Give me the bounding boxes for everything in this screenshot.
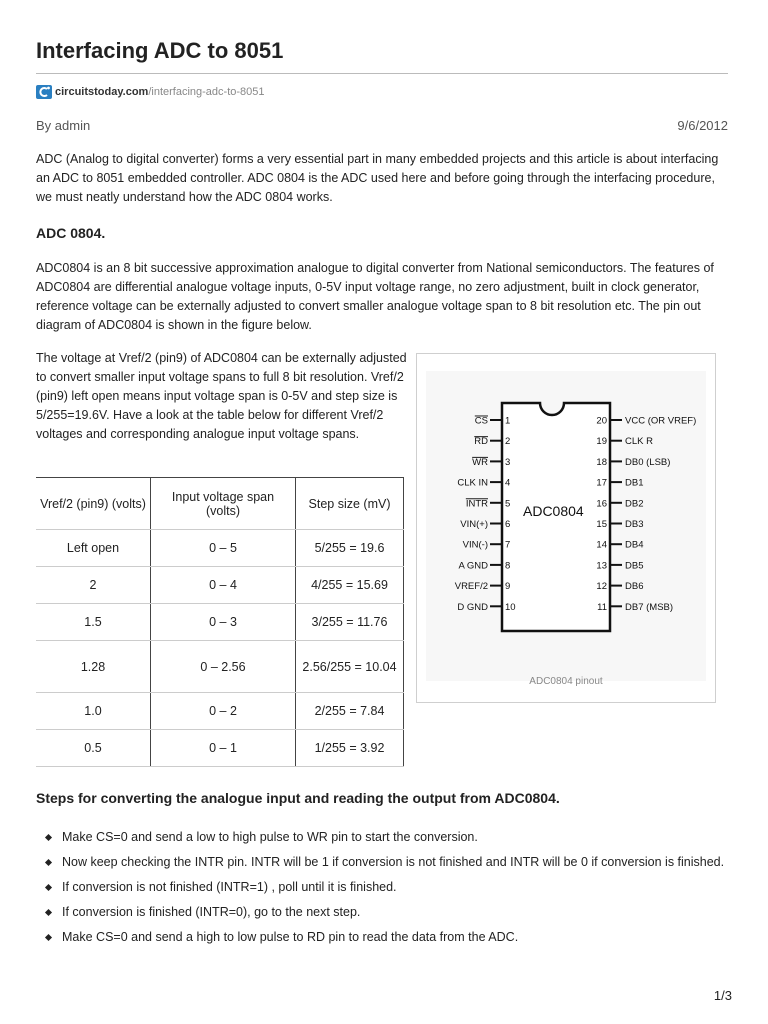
step-text: If conversion is finished (INTR=0), go to the next step. [62, 905, 361, 919]
pinout-image [426, 371, 706, 681]
table-header-row [36, 478, 404, 530]
author-byline: By admin [36, 118, 91, 133]
pin-number: 1 [505, 415, 511, 427]
page-title: Interfacing ADC to 8051 [36, 38, 284, 63]
table-row [36, 567, 404, 604]
right-pin-group [596, 416, 696, 613]
table-row [36, 730, 404, 767]
diamond-bullet-icon [45, 884, 52, 891]
table-cell: 1.28 [36, 641, 151, 693]
list-item [36, 903, 730, 922]
table-row [36, 530, 404, 567]
table-cell: 0.5 [36, 730, 151, 767]
table-cell: 2 [36, 567, 151, 604]
pin-number: 18 [596, 456, 607, 468]
pin-name: DB3 [625, 519, 644, 530]
list-item [36, 878, 730, 897]
pin-number: 17 [596, 477, 607, 489]
table-cell: 1.5 [36, 604, 151, 641]
pin-name: VCC (OR VREF) [625, 415, 697, 427]
publish-date: 9/6/2012 [677, 118, 728, 133]
step-text: If conversion is not finished (INTR=1) , poll until it is finished. [62, 880, 397, 894]
table-cell: Left open [36, 530, 151, 567]
table-cell: 0 – 2 [151, 693, 296, 730]
chip-label: ADC0804 [523, 503, 584, 519]
pin-number: 3 [505, 456, 511, 468]
diamond-bullet-icon [45, 859, 52, 866]
pin-name: VIN(-) [462, 539, 488, 551]
list-item [36, 853, 730, 872]
pin-number: 15 [596, 519, 607, 530]
vref-table [36, 477, 404, 767]
pin-number: 2 [505, 436, 511, 448]
table-cell: 0 – 2.56 [151, 641, 296, 693]
pin-number: 13 [596, 560, 607, 572]
source-domain[interactable]: circuitstoday.com [55, 86, 149, 98]
adc-heading: ADC 0804. [36, 225, 106, 241]
intro-paragraph: ADC (Analog to digital converter) forms a very essential part in many embedded projects and this article is about interfacing an ADC to 8051 embedded controller. ADC 0804 is the ADC used here and before going through the interfacing procedure, we must neatly understand how the ADC 0804 works. [36, 152, 719, 204]
table-header: Input voltage span (volts) [151, 478, 296, 530]
pin-number: 7 [505, 539, 511, 551]
pin-number: 5 [505, 498, 511, 510]
pin-name: VREF/2 [454, 581, 488, 593]
pin-name: D GND [457, 601, 488, 613]
diamond-bullet-icon [45, 934, 52, 941]
pin-name: CS [474, 415, 488, 427]
diamond-bullet-icon [45, 909, 52, 916]
table-cell: 1/255 = 3.92 [296, 730, 404, 767]
pin-name: DB6 [625, 581, 644, 593]
step-text: Make CS=0 and send a high to low pulse to RD pin to read the data from the ADC. [62, 930, 519, 944]
pin-name: RD [474, 436, 488, 448]
figure-caption: ADC0804 pinout [529, 676, 603, 687]
pin-name: VIN(+) [460, 519, 488, 530]
table-cell: 0 – 1 [151, 730, 296, 767]
pin-number: 20 [596, 415, 607, 427]
pin-name: DB2 [625, 498, 644, 510]
pin-name: DB5 [625, 560, 644, 572]
adc-description: ADC0804 is an 8 bit successive approximation analogue to digital converter from National semiconductors. The features of ADC0804 are differential analogue voltage inputs, 0-5V input voltage range, no zero adjustment, built in clock generator, reference voltage can be externally adjusted to convert smaller analogue voltage span to 8 bit resolution etc. The pin out diagram of ADC0804 is shown in the figure below. [36, 261, 714, 332]
circuitstoday-logo-icon [36, 85, 52, 99]
table-cell: 0 – 3 [151, 604, 296, 641]
title-divider [36, 73, 728, 74]
pin-name: DB4 [625, 539, 644, 551]
table-row [36, 641, 404, 693]
table-cell: 1.0 [36, 693, 151, 730]
list-item [36, 828, 730, 847]
step-text: Now keep checking the INTR pin. INTR will be 1 if conversion is not finished and INTR will be 0 if conversion is finished. [62, 855, 725, 869]
source-link[interactable] [36, 85, 265, 99]
step-text: Make CS=0 and send a low to high pulse to WR pin to start the conversion. [62, 830, 478, 844]
vref-paragraph: The voltage at Vref/2 (pin9) of ADC0804 can be externally adjusted to convert smaller input voltage spans to full 8 bit resolution. Vref/2 (pin9) left open means input voltage span is 0-5V and step size is 5/255=19.6V. Have a look at the table below for different Vref/2 voltages and corresponding analogue input voltage spans. [36, 351, 407, 441]
diamond-bullet-icon [45, 834, 52, 841]
table-cell: 5/255 = 19.6 [296, 530, 404, 567]
table-header: Vref/2 (pin9) (volts) [36, 478, 151, 530]
table-cell: 2.56/255 = 10.04 [296, 641, 404, 693]
pin-number: 9 [505, 581, 511, 593]
pin-number: 4 [505, 477, 511, 489]
list-item [36, 928, 730, 947]
pin-name: DB0 (LSB) [625, 456, 671, 468]
pin-number: 16 [596, 498, 607, 510]
pin-name: INTR [465, 498, 488, 510]
table-cell: 0 – 5 [151, 530, 296, 567]
pin-name: DB7 (MSB) [625, 601, 674, 613]
pin-name: CLK IN [457, 477, 488, 489]
table-row [36, 693, 404, 730]
pin-name: A GND [458, 560, 488, 572]
table-cell: 2/255 = 7.84 [296, 693, 404, 730]
steps-heading: Steps for converting the analogue input and reading the output from ADC0804. [36, 790, 560, 806]
page-number: 1/3 [713, 988, 732, 1003]
pinout-diagram [426, 371, 706, 681]
pinout-figure [416, 353, 716, 703]
table-cell: 4/255 = 15.69 [296, 567, 404, 604]
source-path[interactable]: /interfacing-adc-to-8051 [148, 86, 265, 98]
pin-name: WR [472, 456, 488, 468]
pin-number: 19 [596, 436, 607, 448]
steps-list [36, 828, 730, 953]
pin-number: 14 [596, 539, 607, 551]
table-cell: 3/255 = 11.76 [296, 604, 404, 641]
pin-number: 8 [505, 560, 511, 572]
pin-number: 12 [596, 581, 607, 593]
pin-name: CLK R [625, 436, 653, 448]
pin-number: 6 [505, 519, 511, 530]
table-row [36, 604, 404, 641]
pin-name: DB1 [625, 477, 644, 489]
table-cell: 0 – 4 [151, 567, 296, 604]
pin-number: 11 [597, 601, 607, 613]
table-header: Step size (mV) [296, 478, 404, 530]
pin-number: 10 [505, 601, 516, 613]
